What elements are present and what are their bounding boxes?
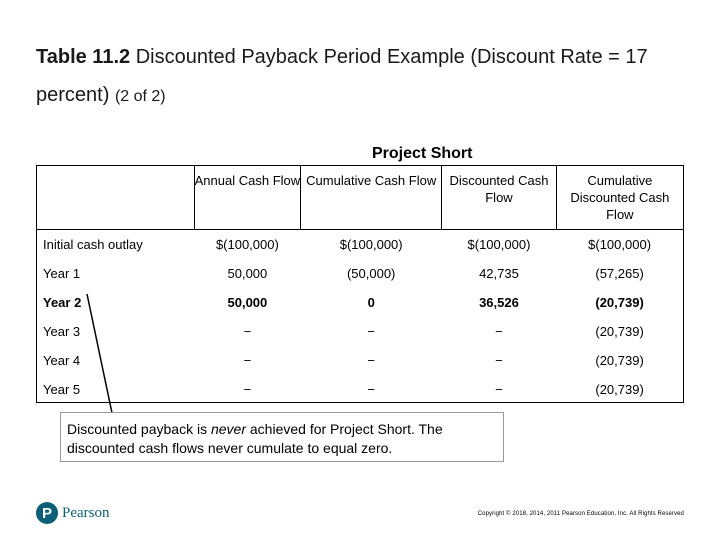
title-part: (2 of 2) <box>114 88 166 105</box>
row-label: Year 2 <box>43 295 82 310</box>
pearson-logo-text: Pearson <box>62 504 110 521</box>
header-cumulative-discounted-cash-flow: Cumulative Discounted Cash Flow <box>556 166 683 230</box>
annual-cash-flow-cell: $(100,000) <box>215 237 279 252</box>
header-discounted-cash-flow: Discounted Cash Flow <box>442 166 556 230</box>
cumulative-cash-flow-cell: 0 <box>367 295 375 310</box>
note-text-start: Discounted payback is <box>67 421 211 437</box>
note-text-emphasis: never <box>210 421 246 437</box>
callout-connector <box>87 294 112 413</box>
title-text: Discounted Payback Period Example (Discount Rate = 17 percent) <box>36 46 648 106</box>
pearson-logo-icon: P <box>36 502 58 524</box>
annual-cash-flow-cell: − <box>243 324 252 339</box>
cumulative-cash-flow-cell: (50,000) <box>346 266 396 281</box>
cumulative-cash-flow-cell: − <box>367 382 375 397</box>
cumulative-discounted-cash-flow-cell: (20,739) <box>595 353 644 368</box>
header-annual-cash-flow: Annual Cash Flow <box>194 166 300 230</box>
cumulative-discounted-cash-flow-cell: (20,739) <box>595 382 644 397</box>
discounted-cash-flow-cell: $(100,000) <box>467 237 531 252</box>
copyright-notice: Copyright © 2018, 2014, 2011 Pearson Education, Inc. All Rights Reserved <box>477 511 684 517</box>
row-label: Initial cash outlay <box>43 237 143 252</box>
annual-cash-flow-cell: − <box>243 353 252 368</box>
discounted-cash-flow-cell: − <box>495 353 503 368</box>
cumulative-cash-flow-cell: − <box>367 353 375 368</box>
discounted-cash-flow-cell: − <box>495 382 503 397</box>
cumulative-cash-flow-cell: − <box>367 324 375 339</box>
row-label: Year 4 <box>43 353 81 368</box>
annual-cash-flow-cell: 50,000 <box>227 295 268 310</box>
cumulative-discounted-cash-flow-cell: $(100,000) <box>588 237 652 252</box>
callout-note <box>60 412 504 462</box>
discounted-cash-flow-cell: 36,526 <box>479 295 519 310</box>
annual-cash-flow-cell: 50,000 <box>227 266 268 281</box>
discounted-cash-flow-cell: 42,735 <box>479 266 519 281</box>
cumulative-cash-flow-cell: $(100,000) <box>339 237 403 252</box>
cumulative-discounted-cash-flow-cell: (57,265) <box>595 266 644 281</box>
header-cumulative-cash-flow: Cumulative Cash Flow <box>301 166 442 230</box>
title-table-number: Table 11.2 <box>36 46 131 68</box>
discounted-cash-flow-cell: − <box>495 324 503 339</box>
cumulative-discounted-cash-flow-cell: (20,739) <box>595 324 644 339</box>
section-heading: Project Short <box>372 145 473 162</box>
note-text-end: achieved for Project Short. The discounted cash flows never cumulate to equal zero. <box>67 421 443 456</box>
row-label: Year 3 <box>43 324 81 339</box>
annual-cash-flow-cell: − <box>243 382 252 397</box>
pearson-logo <box>36 502 110 524</box>
row-label: Year 1 <box>43 266 81 281</box>
row-label: Year 5 <box>43 382 81 397</box>
cumulative-discounted-cash-flow-cell: (20,739) <box>595 295 644 310</box>
